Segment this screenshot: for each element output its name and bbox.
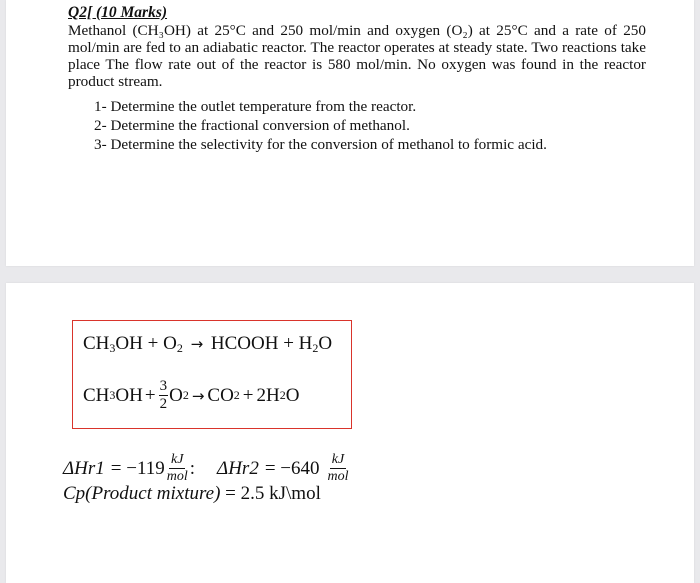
cp-value: = 2.5 kJ\mol [225,483,321,504]
question-card [6,0,694,266]
r1-product2: H [298,333,313,354]
heat-capacity-line [63,483,321,505]
r1-reactant2-sub: 2 [176,341,183,355]
arrow-icon: → [190,335,204,353]
dh1-unit-den: mol [166,469,188,484]
r2-reactant1: CH [83,384,110,406]
arrow-icon: → [191,386,205,405]
question-list [94,97,547,154]
r2-product2: 2H [256,384,280,406]
dh1-value: = −119 [110,457,165,479]
r2-product1-sub: 2 [233,388,240,402]
equations-card [6,283,694,583]
dh1-label: ΔHr1 [63,457,105,479]
question-item: 3- Determine the selectivity for the conversion of methanol to formic acid. [94,136,547,153]
reaction-1 [83,333,332,356]
dh2-unit-den: mol [327,469,349,484]
r2-coefficient-fraction [159,379,169,412]
r2-reactant2-sub: 2 [182,388,189,402]
r2-product2-sub: 2 [279,388,286,402]
cp-label: Cp(Product mixture) [63,483,221,504]
question-item: 1- Determine the outlet temperature from the reactor. [94,98,417,115]
r2-coef-num: 3 [159,378,168,394]
r1-product2-end: O [318,333,333,354]
r1-reactant2: O [163,333,177,354]
r2-plus-2: + [242,384,254,406]
dh-separator: : [189,457,196,479]
dh2-unit-num: kJ [331,452,345,467]
r2-reactant2: O [169,384,183,406]
r1-reactant1: CH [83,333,110,354]
r1-plus-2: + [283,333,294,354]
r2-product2-end: O [285,384,300,406]
reaction-2 [83,379,299,412]
dh2-unit [328,453,349,484]
question-paragraph: Methanol (CH₃OH) at 25°C and 250 mol/min and oxygen (O₂) at 25°C and a rate of 250 mol/min are fed to an adiabatic reactor. The reactor operates at steady state. Two reactions take place The flow rate out of the reactor is 580 mol/min. No oxygen was found in the reactor product stream. [68,22,646,90]
dh2-label: ΔHr2 [217,457,259,479]
r1-reactant1-sub: 3 [109,341,116,355]
r1-plus: + [147,333,159,354]
r1-reactant1-end: OH [115,333,143,354]
r1-product1: HCOOH [210,333,279,354]
r2-reactant1-sub: 3 [109,388,116,402]
dh1-unit-num: kJ [171,452,184,467]
dh2-value: = −640 [264,457,320,479]
enthalpy-line [63,453,351,484]
r1-product2-sub: 2 [312,341,319,355]
r2-coef-den: 2 [159,396,168,412]
question-item: 2- Determine the fractional conversion of methanol. [94,117,410,134]
dh1-unit [167,453,188,484]
r2-reactant1-end: OH [115,384,143,406]
reactions-box [72,320,352,429]
question-heading: Q2[ (10 Marks) [68,4,168,21]
r2-plus: + [144,384,156,406]
r2-product1: CO [207,384,234,406]
